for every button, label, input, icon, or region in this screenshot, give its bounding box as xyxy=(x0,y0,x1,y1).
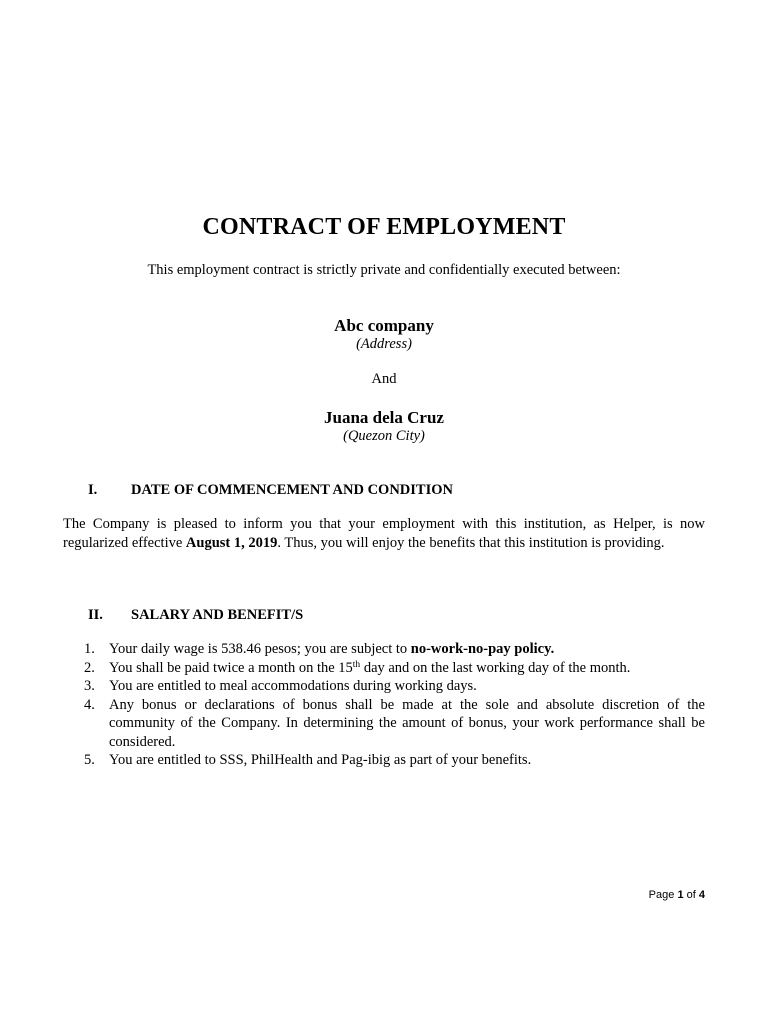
section1-text-before: The Company is pleased to inform you that your employment with this institution, as Helper, is now regularized effective xyxy=(63,516,705,551)
party2-name: Juana dela Cruz xyxy=(324,408,444,427)
list-item: 2. You shall be paid twice a month on the 15th day and on the last working day of the month. xyxy=(84,659,631,676)
section2-title: SALARY AND BENEFIT/S xyxy=(131,607,304,623)
list-item: 4. Any bonus or declarations of bonus shall be made at the sole and absolute discretion of the community of the Company. In determining the amount of bonus, your work performance shall be considered. xyxy=(84,696,705,750)
section1-heading xyxy=(88,482,453,499)
benefits-list xyxy=(84,640,705,770)
section2-number: II. xyxy=(88,607,103,623)
section1-title: DATE OF COMMENCEMENT AND CONDITION xyxy=(131,482,453,498)
no-work-no-pay-policy: no-work-no-pay policy. xyxy=(410,641,555,657)
section2-heading xyxy=(88,607,303,624)
list-item: 1. Your daily wage is 538.46 pesos; you are subject to no-work-no-pay policy. xyxy=(84,641,555,657)
party1-address: (Address) xyxy=(356,336,412,352)
commencement-date: August 1, 2019 xyxy=(185,535,278,551)
section1-text-after: . Thus, you will enjoy the benefits that this institution is providing. xyxy=(277,535,665,551)
current-page: 1 xyxy=(677,889,684,901)
and-text: And xyxy=(371,371,397,387)
party1-name: Abc company xyxy=(334,316,434,335)
section1-paragraph xyxy=(63,515,705,553)
total-pages: 4 xyxy=(698,889,705,901)
section1-number: I. xyxy=(88,482,98,498)
list-item: 3. You are entitled to meal accommodations during working days. xyxy=(84,678,477,694)
document-title: CONTRACT OF EMPLOYMENT xyxy=(202,214,566,240)
party2-address: (Quezon City) xyxy=(343,428,425,444)
page-number-footer: Page 1 of 4 xyxy=(648,889,705,901)
list-item: 5. You are entitled to SSS, PhilHealth and Pag-ibig as part of your benefits. xyxy=(84,752,532,768)
intro-text: This employment contract is strictly private and confidentially executed between: xyxy=(147,262,621,278)
